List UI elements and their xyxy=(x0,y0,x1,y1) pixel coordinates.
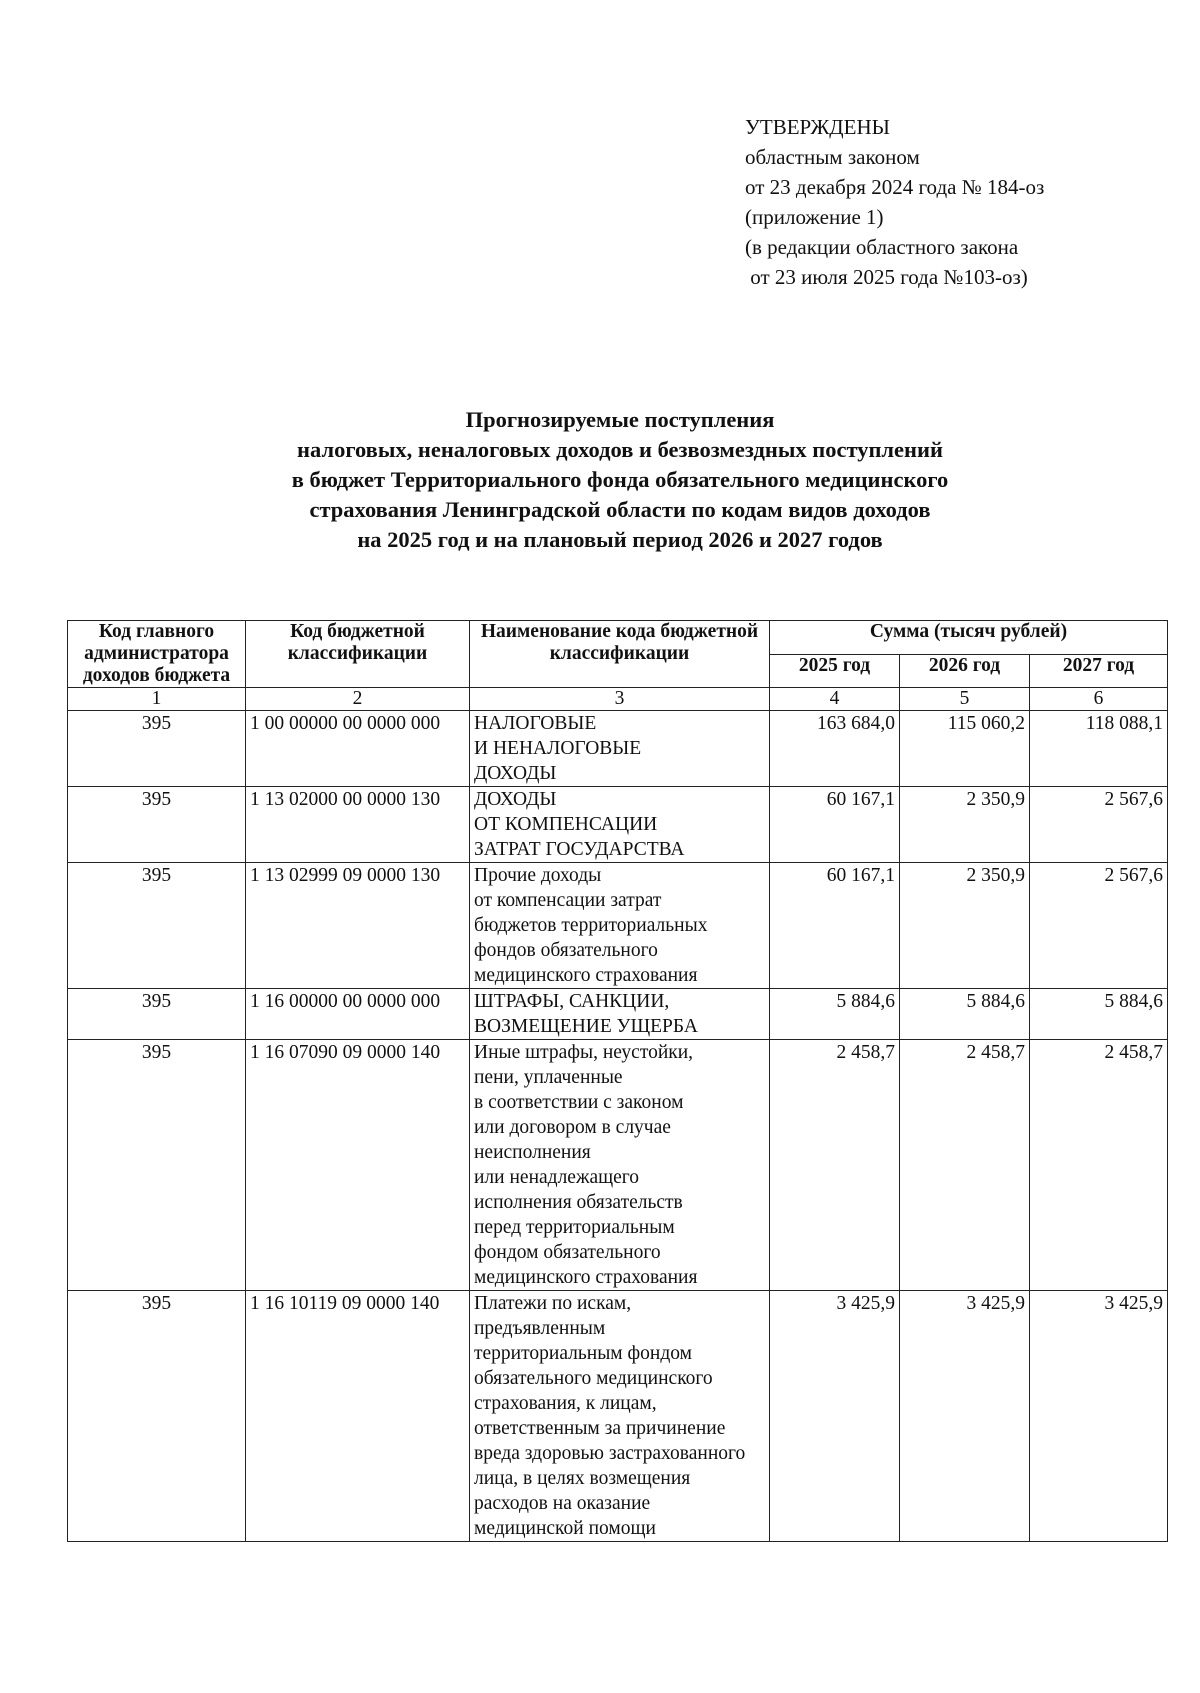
name-line: неисполнения xyxy=(474,1142,591,1163)
name-cell xyxy=(470,1291,770,1542)
column-number: 1 xyxy=(68,688,246,711)
amount-2026-cell: 2 350,9 xyxy=(900,787,1030,863)
name-line: перед территориальным xyxy=(474,1217,675,1238)
name-line: территориальным фондом xyxy=(474,1343,692,1364)
column-number: 5 xyxy=(900,688,1030,711)
name-cell xyxy=(470,787,770,863)
name-line: медицинской помощи xyxy=(474,1518,656,1539)
budget-code-cell: 1 16 00000 00 0000 000 xyxy=(246,989,470,1040)
amount-2025-cell: 2 458,7 xyxy=(770,1040,900,1291)
name-line: от компенсации затрат xyxy=(474,890,662,911)
revenue-table xyxy=(67,620,1168,1542)
name-cell xyxy=(470,863,770,989)
name-line: Прочие доходы xyxy=(474,865,602,886)
name-line: фондом обязательного xyxy=(474,1242,661,1263)
approval-line: УТВЕРЖДЕНЫ xyxy=(745,115,890,139)
table-row xyxy=(68,711,1168,787)
admin-code-cell: 395 xyxy=(68,787,246,863)
admin-code-cell: 395 xyxy=(68,863,246,989)
name-line: предъявленным xyxy=(474,1318,606,1339)
column-numbers-row xyxy=(68,688,1168,711)
amount-2027-cell: 2 458,7 xyxy=(1030,1040,1168,1291)
name-line: обязательного медицинского xyxy=(474,1368,713,1389)
amount-2026-cell: 2 350,9 xyxy=(900,863,1030,989)
budget-code-cell: 1 16 10119 09 0000 140 xyxy=(246,1291,470,1542)
amount-2025-cell: 163 684,0 xyxy=(770,711,900,787)
name-line: ОТ КОМПЕНСАЦИИ xyxy=(474,814,658,835)
amount-2027-cell: 5 884,6 xyxy=(1030,989,1168,1040)
amount-2027-cell: 2 567,6 xyxy=(1030,787,1168,863)
name-line: в соответствии с законом xyxy=(474,1092,684,1113)
header-name: Наименование кода бюджетной классификации xyxy=(470,621,770,688)
name-line: ВОЗМЕЩЕНИЕ УЩЕРБА xyxy=(474,1016,698,1037)
amount-2027-cell: 3 425,9 xyxy=(1030,1291,1168,1542)
name-line: фондов обязательного xyxy=(474,940,658,961)
table-row xyxy=(68,1291,1168,1542)
header-budget-code: Код бюджетной классификации xyxy=(246,621,470,688)
budget-code-cell: 1 13 02999 09 0000 130 xyxy=(246,863,470,989)
name-line: страхования, к лицам, xyxy=(474,1393,657,1414)
document-title xyxy=(120,405,1120,555)
title-line: в бюджет Территориального фонда обязательного медицинского xyxy=(291,467,949,492)
name-line: или договором в случае xyxy=(474,1117,671,1138)
title-line: страхования Ленинградской области по кодам видов доходов xyxy=(309,497,931,522)
column-number: 3 xyxy=(470,688,770,711)
name-line: ДОХОДЫ xyxy=(474,763,557,784)
name-line: Платежи по искам, xyxy=(474,1293,632,1314)
header-sum: Сумма (тысяч рублей) xyxy=(770,621,1168,655)
approval-block xyxy=(745,112,1044,292)
budget-code-cell: 1 16 07090 09 0000 140 xyxy=(246,1040,470,1291)
name-line: ДОХОДЫ xyxy=(474,789,557,810)
approval-line: областным законом xyxy=(745,145,920,169)
title-line: Прогнозируемые поступления xyxy=(465,407,775,432)
amount-2025-cell: 5 884,6 xyxy=(770,989,900,1040)
table-row xyxy=(68,1040,1168,1291)
approval-line: от 23 декабря 2024 года № 184-оз xyxy=(745,175,1045,199)
name-line: расходов на оказание xyxy=(474,1493,651,1514)
name-line: лица, в целях возмещения xyxy=(474,1468,691,1489)
column-number: 2 xyxy=(246,688,470,711)
name-line: ЗАТРАТ ГОСУДАРСТВА xyxy=(474,839,685,860)
header-2027: 2027 год xyxy=(1030,654,1168,688)
amount-2025-cell: 3 425,9 xyxy=(770,1291,900,1542)
table-row xyxy=(68,989,1168,1040)
name-line: НАЛОГОВЫЕ xyxy=(474,713,597,734)
amount-2027-cell: 2 567,6 xyxy=(1030,863,1168,989)
name-cell xyxy=(470,1040,770,1291)
amount-2025-cell: 60 167,1 xyxy=(770,863,900,989)
admin-code-cell: 395 xyxy=(68,1040,246,1291)
amount-2027-cell: 118 088,1 xyxy=(1030,711,1168,787)
admin-code-cell: 395 xyxy=(68,711,246,787)
name-line: пени, уплаченные xyxy=(474,1067,623,1088)
name-cell xyxy=(470,711,770,787)
table-row xyxy=(68,787,1168,863)
name-line: или ненадлежащего xyxy=(474,1167,640,1188)
name-line: И НЕНАЛОГОВЫЕ xyxy=(474,738,642,759)
column-number: 6 xyxy=(1030,688,1168,711)
amount-2026-cell: 3 425,9 xyxy=(900,1291,1030,1542)
amount-2026-cell: 115 060,2 xyxy=(900,711,1030,787)
budget-code-cell: 1 13 02000 00 0000 130 xyxy=(246,787,470,863)
name-line: вреда здоровью застрахованного xyxy=(474,1443,746,1464)
budget-code-cell: 1 00 00000 00 0000 000 xyxy=(246,711,470,787)
approval-line: (в редакции областного закона xyxy=(745,235,1019,259)
name-line: ШТРАФЫ, САНКЦИИ, xyxy=(474,991,670,1012)
name-line: медицинского страхования xyxy=(474,965,698,986)
name-line: бюджетов территориальных xyxy=(474,915,708,936)
name-line: ответственным за причинение xyxy=(474,1418,726,1439)
amount-2025-cell: 60 167,1 xyxy=(770,787,900,863)
approval-line: (приложение 1) xyxy=(745,205,884,229)
name-cell xyxy=(470,989,770,1040)
column-number: 4 xyxy=(770,688,900,711)
name-line: медицинского страхования xyxy=(474,1267,698,1288)
approval-line: от 23 июля 2025 года №103-оз) xyxy=(745,265,1028,289)
admin-code-cell: 395 xyxy=(68,1291,246,1542)
header-admin-code: Код главного администратора доходов бюджета xyxy=(68,621,246,688)
amount-2026-cell: 5 884,6 xyxy=(900,989,1030,1040)
amount-2026-cell: 2 458,7 xyxy=(900,1040,1030,1291)
header-2025: 2025 год xyxy=(770,654,900,688)
table-row xyxy=(68,863,1168,989)
title-line: на 2025 год и на плановый период 2026 и 2027 годов xyxy=(357,527,883,552)
name-line: Иные штрафы, неустойки, xyxy=(474,1042,694,1063)
admin-code-cell: 395 xyxy=(68,989,246,1040)
name-line: исполнения обязательств xyxy=(474,1192,683,1213)
title-line: налоговых, неналоговых доходов и безвозмездных поступлений xyxy=(297,437,943,462)
header-2026: 2026 год xyxy=(900,654,1030,688)
